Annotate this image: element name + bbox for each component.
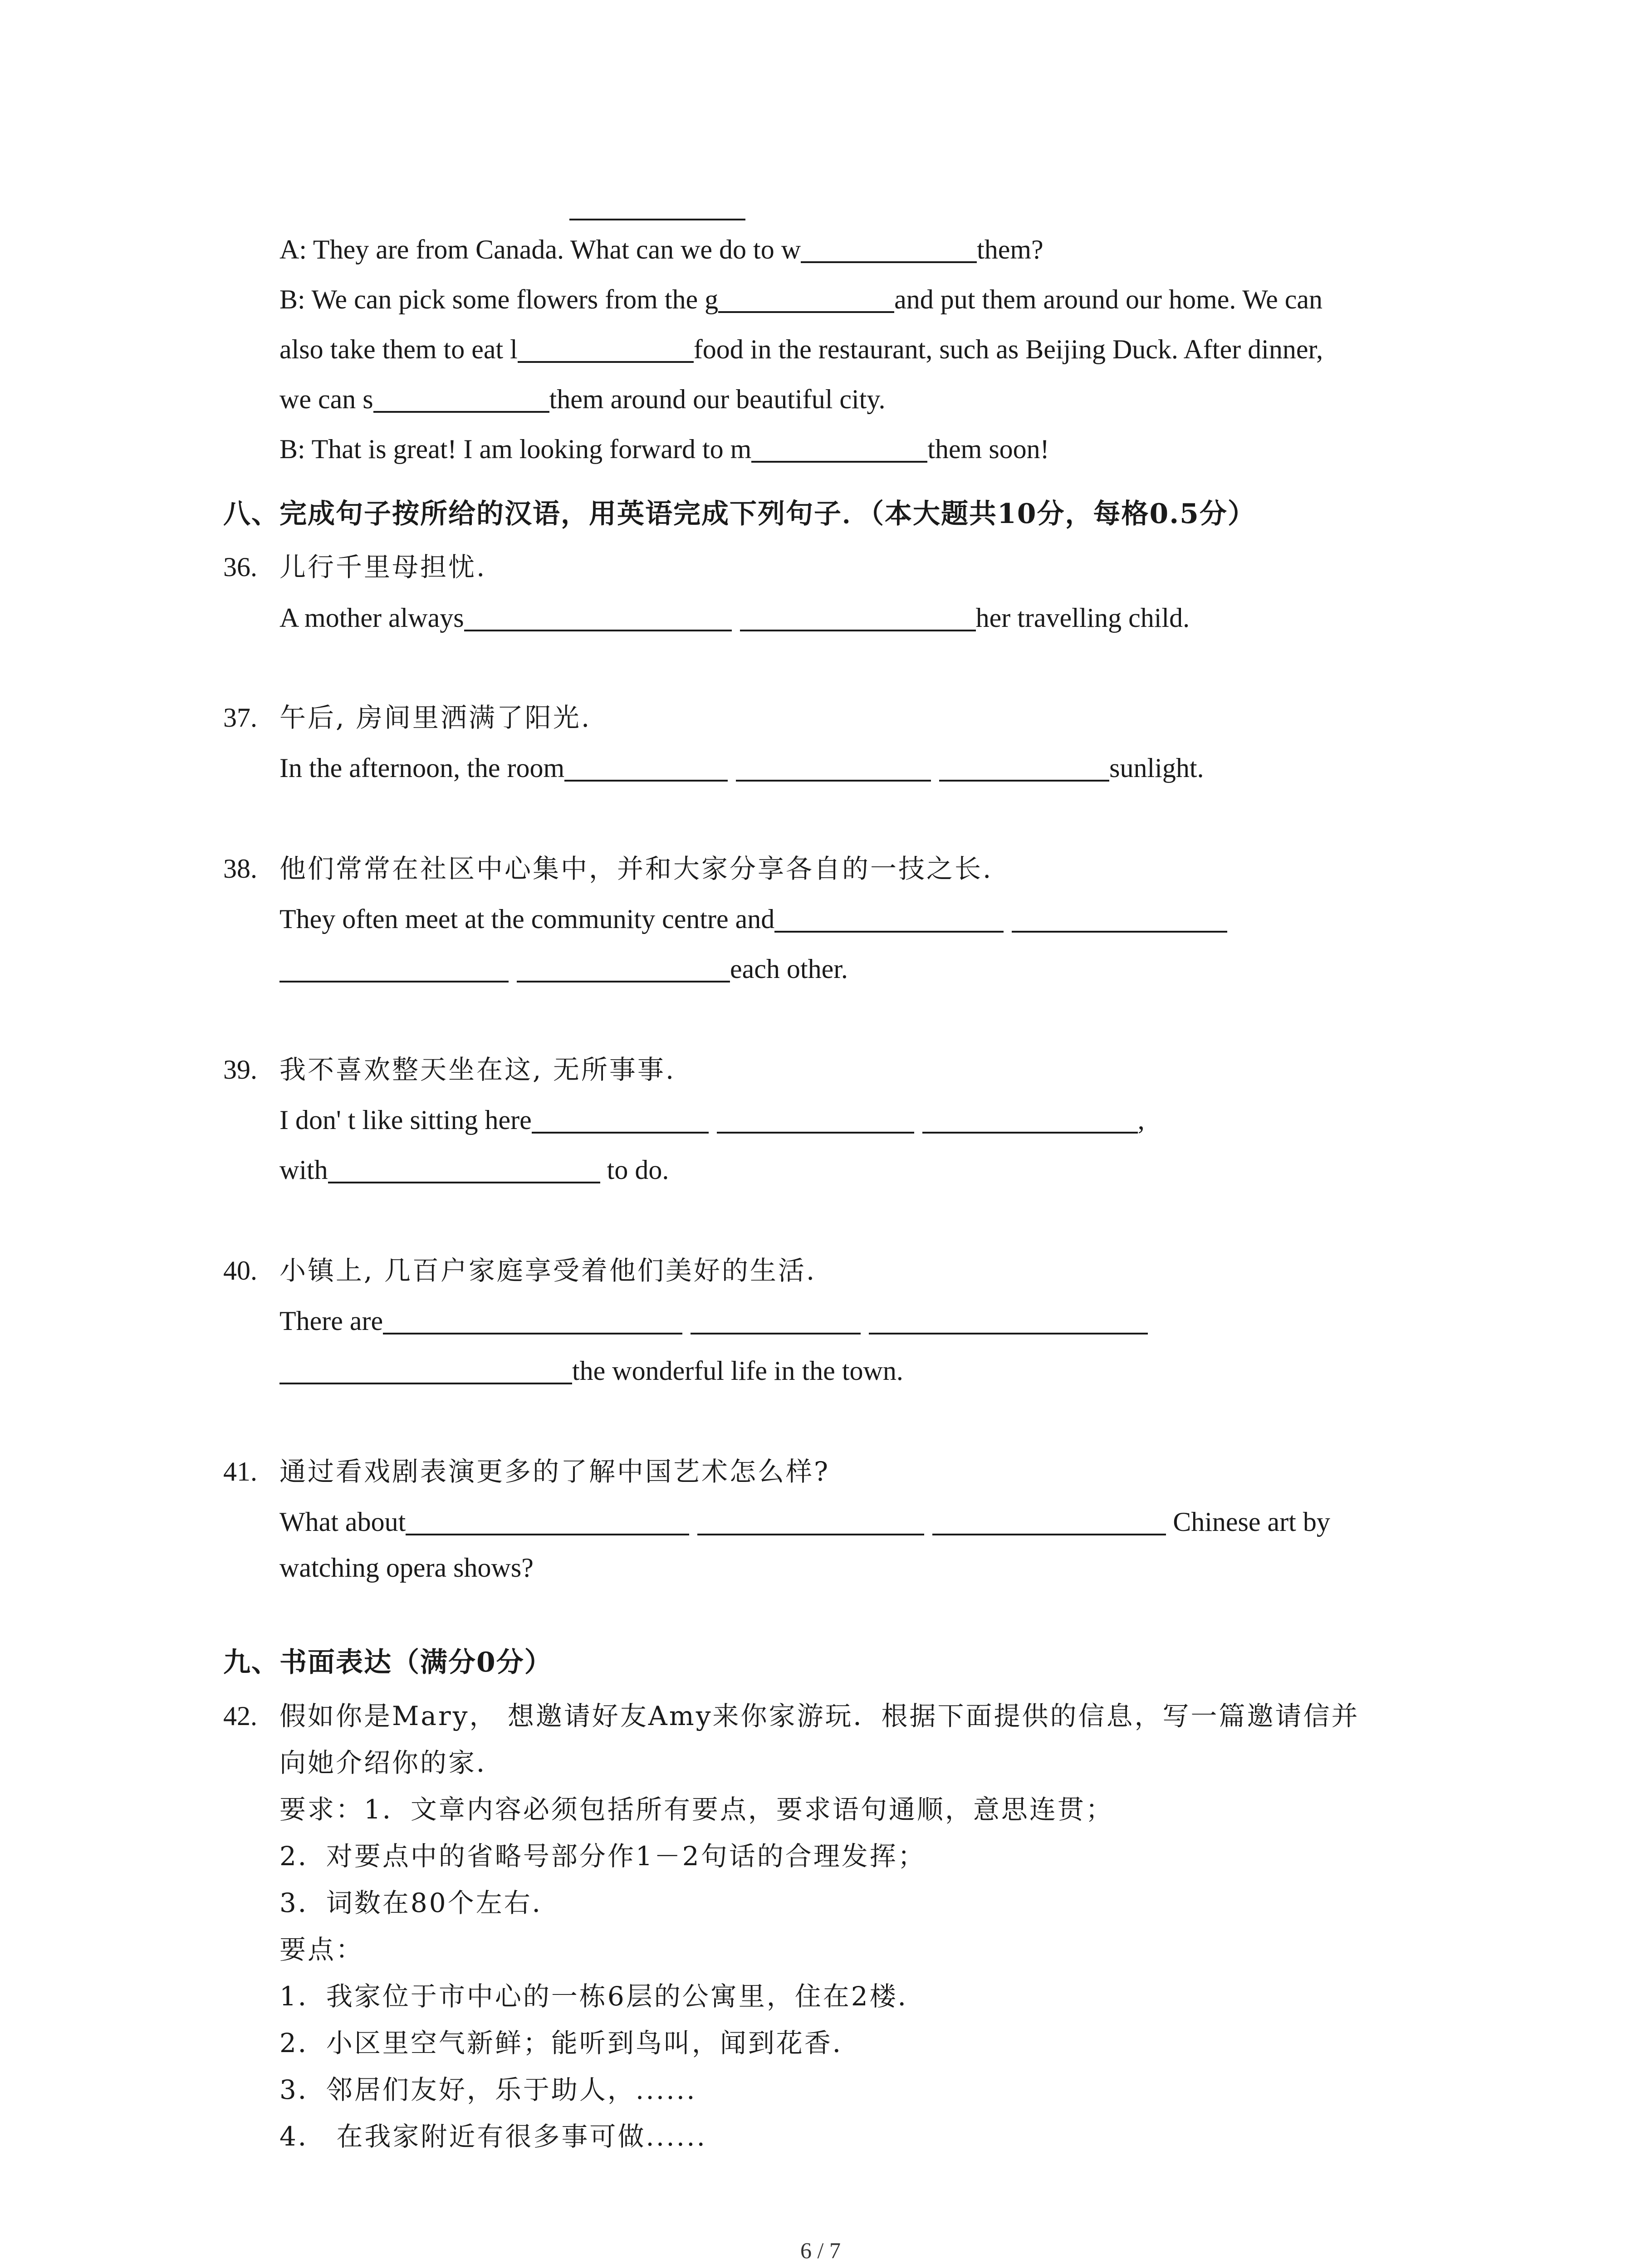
answer-blank[interactable] <box>922 1103 1138 1134</box>
dialogue-line-b4: B: That is great! I am looking forward to m them soon! <box>279 427 1049 471</box>
question-number: 38. <box>223 854 257 884</box>
answer-blank[interactable] <box>691 1304 861 1334</box>
question-number: 39. <box>223 1055 257 1085</box>
answer-blank[interactable] <box>569 219 745 220</box>
q42-line-2: 向她介绍你的家． <box>279 1747 505 1778</box>
answer-blank[interactable] <box>564 751 728 782</box>
q36-chinese: 儿行千里母担忧. <box>279 552 487 582</box>
q39-chinese: 我不喜欢整天坐在这, 无所事事. <box>279 1054 676 1085</box>
answer-blank[interactable] <box>718 282 894 313</box>
q42-line-1: 假如你是Mary， 想邀请好友Amy来你家游玩．根据下面提供的信息，写一篇邀请信并 <box>279 1701 1360 1731</box>
answer-blank[interactable] <box>697 1505 924 1535</box>
answer-blank[interactable] <box>518 332 694 363</box>
dialogue-line-a: A: They are from Canada. What can we do to w them? <box>279 228 1043 271</box>
q36-english: A mother always her travelling child. <box>279 596 1190 640</box>
q41-english-2: watching opera shows? <box>279 1553 534 1583</box>
q40-english-1: There are <box>279 1299 1148 1343</box>
answer-blank[interactable] <box>279 952 509 982</box>
q40-chinese: 小镇上, 几百户家庭享受着他们美好的生活. <box>279 1255 817 1286</box>
answer-blank[interactable] <box>373 382 549 413</box>
q42-point-3: 3．邻居们友好，乐于助人，...... <box>279 2074 697 2105</box>
answer-blank[interactable] <box>939 751 1109 782</box>
question-number: 42. <box>223 1701 257 1731</box>
q42-requirement-2: 2．对要点中的省略号部分作1－2句话的合理发挥； <box>279 1841 926 1872</box>
section-8-title: 八、完成句子按所给的汉语，用英语完成下列句子．（本大题共10分，每格0.5分） <box>223 498 1256 530</box>
answer-blank[interactable] <box>932 1505 1166 1535</box>
q38-english-1: They often meet at the community centre and <box>279 897 1227 941</box>
answer-blank[interactable] <box>532 1103 709 1134</box>
dialogue-line-b3: we can s them around our beautiful city. <box>279 377 885 421</box>
q39-english-2: with to do. <box>279 1148 669 1192</box>
answer-blank[interactable] <box>464 601 732 631</box>
answer-blank[interactable] <box>517 952 730 982</box>
page-number: 6 / 7 <box>800 2238 841 2263</box>
answer-blank[interactable] <box>717 1103 914 1134</box>
answer-blank[interactable] <box>740 601 976 631</box>
q41-chinese: 通过看戏剧表演更多的了解中国艺术怎么样? <box>279 1456 830 1487</box>
q42-point-1: 1．我家位于市中心的一栋6层的公寓里，住在2楼． <box>279 1981 926 2012</box>
dialogue-line-b1: B: We can pick some flowers from the g and put them around our home. We can <box>279 278 1323 321</box>
answer-blank[interactable] <box>774 902 1004 933</box>
question-number: 36. <box>223 552 257 582</box>
question-number: 37. <box>223 703 257 733</box>
answer-blank[interactable] <box>736 751 931 782</box>
q40-english-2: the wonderful life in the town. <box>279 1349 903 1393</box>
q37-chinese: 午后, 房间里洒满了阳光. <box>279 702 592 733</box>
answer-blank[interactable] <box>328 1153 600 1183</box>
question-number: 41. <box>223 1457 257 1486</box>
question-number: 40. <box>223 1256 257 1286</box>
answer-blank[interactable] <box>279 1354 572 1384</box>
q39-english-1: I don' t like sitting here , <box>279 1098 1145 1142</box>
section-9-title: 九、书面表达（满分0分） <box>223 1647 553 1678</box>
answer-blank[interactable] <box>1012 902 1227 933</box>
answer-blank[interactable] <box>383 1304 682 1334</box>
answer-blank[interactable] <box>751 432 927 463</box>
dialogue-line-b2: also take them to eat l food in the restaurant, such as Beijing Duck. After dinner, <box>279 327 1323 371</box>
answer-blank[interactable] <box>406 1505 689 1535</box>
q38-english-2: each other. <box>279 947 848 991</box>
q37-english: In the afternoon, the room sunlight. <box>279 746 1204 790</box>
q42-requirement-1: 要求：1．文章内容必须包括所有要点，要求语句通顺，意思连贯； <box>279 1794 1114 1825</box>
q38-chinese: 他们常常在社区中心集中，并和大家分享各自的一技之长. <box>279 853 993 884</box>
q42-point-4: 4． 在我家附近有很多事可做...... <box>279 2121 707 2152</box>
answer-blank[interactable] <box>869 1304 1148 1334</box>
q41-english-1: What about Chinese art by <box>279 1500 1330 1544</box>
q42-requirement-3: 3．词数在80个左右． <box>279 1887 560 1918</box>
answer-blank[interactable] <box>801 232 977 263</box>
q42-point-2: 2．小区里空气新鲜；能听到鸟叫，闻到花香． <box>279 2028 861 2058</box>
q42-points-title: 要点： <box>279 1934 364 1965</box>
